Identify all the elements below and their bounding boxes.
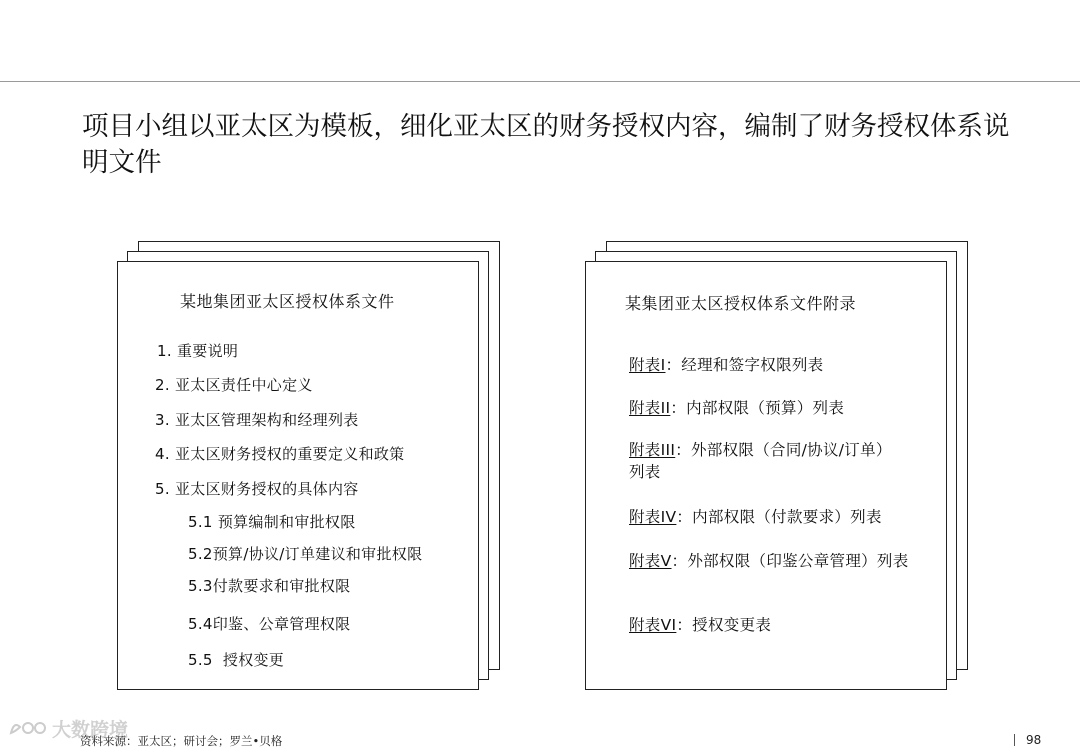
appendix-label: 附表V: [629, 552, 672, 570]
appendix-label: 附表II: [629, 399, 671, 417]
source-note: 资料来源：亚太区；研讨会；罗兰•贝格: [80, 734, 283, 748]
appendix-item-5: [629, 550, 911, 572]
toc-subitem-5-1: 5.1 预算编制和审批权限: [188, 513, 356, 531]
right-document-title: 某集团亚太区授权体系文件附录: [625, 294, 857, 313]
slide-title: 项目小组以亚太区为模板，细化亚太区的财务授权内容，编制了财务授权体系说明文件: [82, 111, 1010, 178]
page-number-divider: [1014, 734, 1015, 746]
header-divider: [0, 81, 1080, 82]
appendix-text: ：内部权限（预算）列表: [670, 399, 845, 417]
appendix-item-4: [629, 506, 929, 528]
appendix-label: 附表III: [629, 441, 676, 459]
appendix-item-6: [629, 614, 919, 636]
appendix-text: ：外部权限（合同/协议/订单）列表: [629, 441, 892, 481]
page-number: 98: [1026, 733, 1042, 747]
toc-item-3: 3. 亚太区管理架构和经理列表: [155, 411, 359, 429]
appendix-item-2: [629, 397, 919, 419]
toc-item-2: 2. 亚太区责任中心定义: [155, 376, 313, 394]
left-document-title: 某地集团亚太区授权体系文件: [180, 292, 395, 311]
toc-subitem-5-2: 5.2预算/协议/订单建议和审批权限: [188, 545, 423, 563]
appendix-item-3: [629, 439, 897, 483]
watermark-logo-icon: [8, 717, 52, 739]
toc-item-1: 1. 重要说明: [157, 342, 239, 360]
toc-subitem-5-3: 5.3付款要求和审批权限: [188, 577, 351, 595]
toc-subitem-5-4: 5.4印鉴、公章管理权限: [188, 615, 351, 633]
appendix-label: 附表VI: [629, 616, 677, 634]
toc-subitem-5-5: 5.5 授权变更: [188, 651, 285, 669]
appendix-label: 附表IV: [629, 508, 677, 526]
watermark-text: 大数跨境: [52, 719, 129, 741]
appendix-text: ：内部权限（付款要求）列表: [676, 508, 882, 526]
toc-item-5: 5. 亚太区财务授权的具体内容: [155, 480, 359, 498]
appendix-item-1: [629, 354, 919, 376]
appendix-text: ：授权变更表: [676, 616, 772, 634]
appendix-text: ：经理和签字权限列表: [665, 356, 824, 374]
appendix-label: 附表I: [629, 356, 666, 374]
toc-item-4: 4. 亚太区财务授权的重要定义和政策: [155, 445, 405, 463]
appendix-text: ：外部权限（印鉴公章管理）列表: [671, 552, 909, 570]
